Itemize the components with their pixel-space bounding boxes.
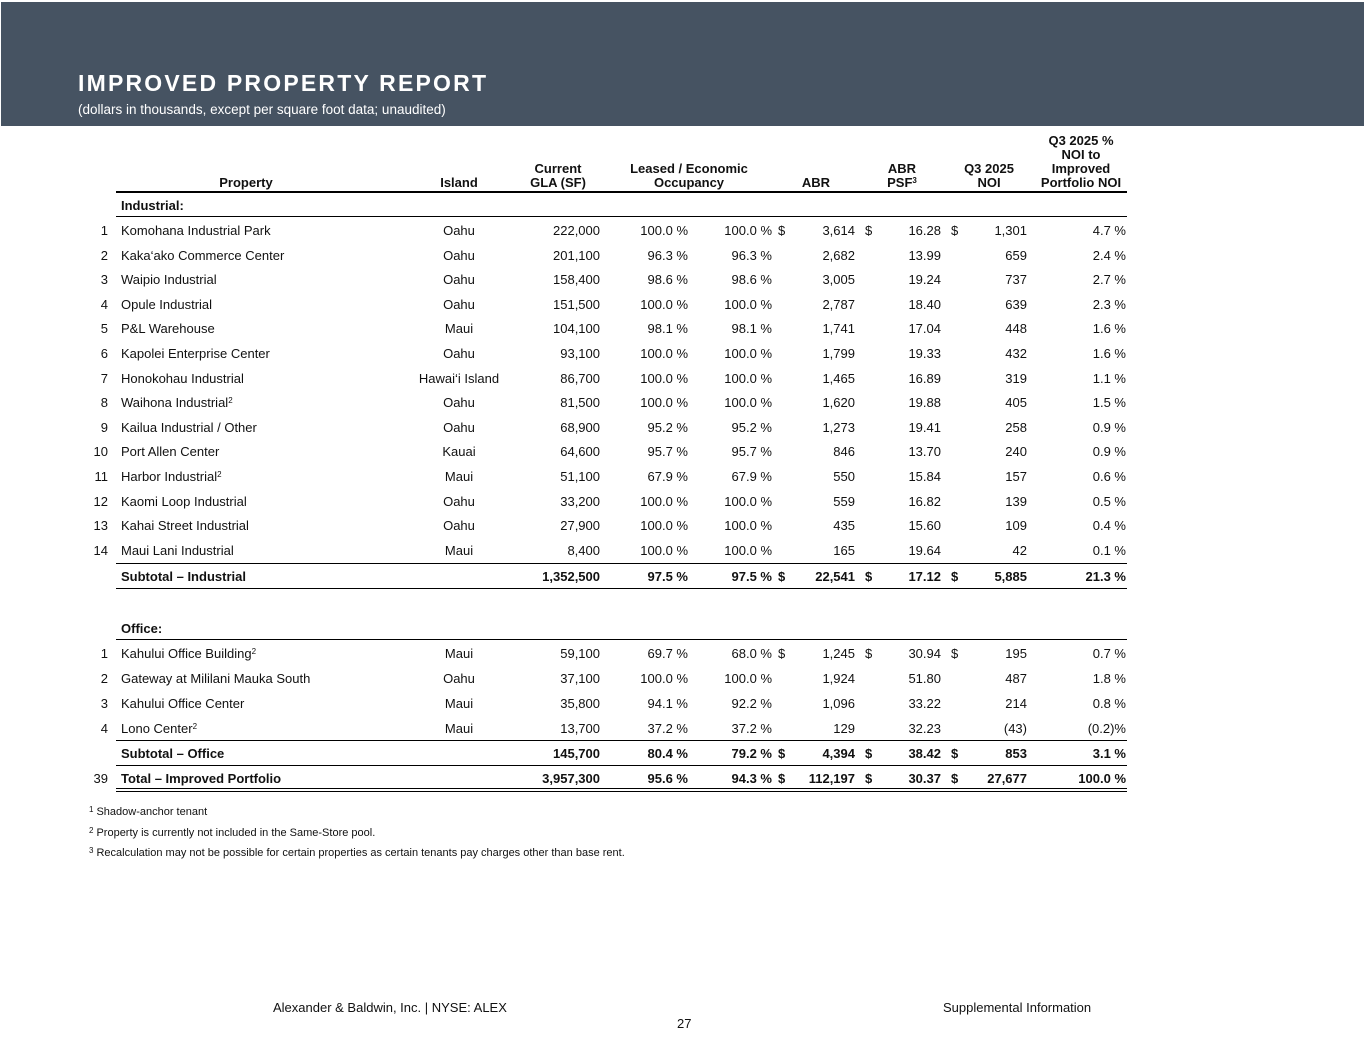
currency-symbol: $ — [951, 569, 959, 584]
total-row — [0, 768, 1365, 790]
noi-cell: 659 — [1005, 247, 1027, 263]
leased-occupancy-cell: 100.0 % — [640, 542, 688, 558]
property-name-text: Kahului Office Center — [121, 696, 245, 711]
table-row — [0, 392, 1365, 414]
gla-cell: 68,900 — [560, 419, 600, 435]
row-number: 2 — [100, 247, 108, 263]
gla-cell: 27,900 — [560, 518, 600, 534]
currency-symbol: $ — [951, 646, 959, 661]
property-name — [121, 743, 224, 765]
property-name — [121, 491, 247, 513]
section-label-industrial: Industrial: — [121, 198, 184, 213]
table-row — [0, 491, 1365, 513]
row-number: 1 — [100, 223, 108, 238]
abr-cell: 435 — [833, 518, 855, 534]
noi-percent-cell: 21.3 % — [1085, 569, 1126, 584]
noi-percent-cell: 1.6 % — [1092, 346, 1126, 361]
economic-occupancy-cell: 100.0 % — [724, 223, 772, 238]
row-number: 14 — [93, 542, 108, 558]
noi-percent-cell: (0.2)% — [1087, 721, 1126, 736]
noi-cell: (43) — [1003, 721, 1027, 736]
noi-percent-cell: 0.8 % — [1092, 696, 1126, 711]
subtotal-rule-bottom — [116, 765, 1127, 766]
noi-cell: 157 — [1005, 469, 1027, 484]
footnote-marker: 3 — [89, 846, 94, 855]
property-name-text: Kaomi Loop Industrial — [121, 493, 247, 509]
col-header-abr-psf: ABR PSF$^3$ — [887, 161, 917, 190]
island-cell: Oahu — [443, 395, 475, 411]
noi-percent-cell: 0.5 % — [1092, 493, 1126, 509]
property-name — [121, 515, 249, 537]
subtotal-rule-top — [116, 740, 1127, 741]
abr-cell: 165 — [833, 542, 855, 558]
currency-symbol: $ — [778, 646, 786, 661]
footnote-1 — [89, 805, 207, 819]
footnote-marker: 2 — [89, 825, 94, 835]
gla-cell: 158,400 — [553, 272, 600, 288]
row-number: 5 — [100, 321, 108, 337]
property-name — [121, 718, 197, 740]
table-row — [0, 269, 1365, 291]
section-rule — [116, 216, 1127, 217]
gla-cell: 35,800 — [560, 696, 600, 711]
table-row — [0, 540, 1365, 562]
property-name-text: Kaka‘ako Commerce Center — [121, 247, 285, 263]
leased-occupancy-cell: 98.1 % — [647, 321, 688, 337]
table-row — [0, 318, 1365, 340]
noi-cell: 195 — [1005, 646, 1027, 661]
property-name-text: Total – Improved Portfolio — [121, 771, 282, 786]
leased-occupancy-cell: 80.4 % — [647, 746, 688, 761]
abr-psf-cell: 16.82 — [908, 493, 941, 509]
island-cell: Oahu — [443, 671, 475, 686]
header-banner — [1, 2, 1364, 126]
noi-percent-cell: 1.6 % — [1092, 321, 1126, 337]
table-row — [0, 718, 1365, 740]
property-name-text: P&L Warehouse — [121, 321, 215, 337]
property-name — [121, 466, 222, 488]
noi-percent-cell: 0.9 % — [1092, 444, 1126, 460]
section-rule — [116, 639, 1127, 640]
economic-occupancy-cell: 94.3 % — [731, 771, 772, 786]
col-header-noi-pct: Q3 2025 % NOI to Improved Portfolio NOI — [1040, 133, 1122, 190]
property-name-text: Waihona Industrial — [121, 395, 229, 411]
abr-cell: 1,096 — [822, 696, 855, 711]
row-number: 13 — [93, 518, 108, 534]
leased-occupancy-cell: 100.0 % — [640, 671, 688, 686]
col-header-property: Property — [219, 175, 273, 190]
row-number: 6 — [100, 346, 108, 361]
currency-symbol: $ — [778, 569, 786, 584]
row-number: 10 — [93, 444, 108, 460]
abr-cell: 1,273 — [822, 419, 855, 435]
table-row — [0, 343, 1365, 365]
abr-psf-cell: 17.04 — [908, 321, 941, 337]
island-cell: Oahu — [443, 493, 475, 509]
abr-cell: 1,924 — [822, 671, 855, 686]
noi-cell: 1,301 — [994, 223, 1027, 238]
island-cell: Maui — [444, 542, 474, 558]
economic-occupancy-cell: 79.2 % — [731, 746, 772, 761]
gla-cell: 104,100 — [553, 321, 600, 337]
leased-occupancy-cell: 37.2 % — [647, 721, 688, 736]
abr-psf-cell: 38.42 — [908, 746, 941, 761]
abr-psf-cell: 17.12 — [908, 569, 941, 584]
island-cell: Maui — [444, 469, 474, 484]
table-row — [0, 441, 1365, 463]
noi-cell: 432 — [1005, 346, 1027, 361]
page-subtitle: (dollars in thousands, except per square foot data; unaudited) — [78, 102, 446, 117]
gla-cell: 86,700 — [560, 370, 600, 386]
property-name — [121, 368, 244, 390]
abr-cell: 129 — [833, 721, 855, 736]
property-name-text: Maui Lani Industrial — [121, 542, 234, 558]
economic-occupancy-cell: 92.2 % — [731, 696, 772, 711]
subtotal-rule-bottom — [116, 588, 1127, 589]
noi-percent-cell: 1.8 % — [1092, 671, 1126, 686]
abr-cell: 1,741 — [822, 321, 855, 337]
noi-cell: 42 — [1012, 542, 1027, 558]
abr-cell: 1,799 — [822, 346, 855, 361]
gla-cell: 64,600 — [560, 444, 600, 460]
economic-occupancy-cell: 37.2 % — [731, 721, 772, 736]
economic-occupancy-cell: 100.0 % — [724, 493, 772, 509]
economic-occupancy-cell: 100.0 % — [724, 542, 772, 558]
economic-occupancy-cell: 96.3 % — [731, 247, 772, 263]
abr-cell: 846 — [833, 444, 855, 460]
property-name-text: Komohana Industrial Park — [121, 223, 271, 238]
economic-occupancy-cell: 100.0 % — [724, 395, 772, 411]
abr-psf-cell: 13.70 — [908, 444, 941, 460]
leased-occupancy-cell: 100.0 % — [640, 296, 688, 312]
abr-psf-cell: 19.41 — [908, 419, 941, 435]
gla-cell: 51,100 — [560, 469, 600, 484]
island-cell: Maui — [444, 721, 474, 736]
economic-occupancy-cell: 100.0 % — [724, 671, 772, 686]
island-cell: Oahu — [443, 247, 475, 263]
abr-psf-cell: 51.80 — [908, 671, 941, 686]
footer-section: Supplemental Information — [943, 1000, 1092, 1015]
footnote-text: Recalculation may not be possible for certain properties as certain tenants pay charges other than base rent. — [96, 847, 625, 859]
noi-cell: 258 — [1005, 419, 1027, 435]
footnote-ref: 2 — [251, 647, 257, 656]
currency-symbol: $ — [865, 746, 873, 761]
footnote-2 — [89, 826, 375, 840]
abr-psf-cell: 30.37 — [908, 771, 941, 786]
page-number: 27 — [677, 1016, 692, 1031]
property-name-text: Kapolei Enterprise Center — [121, 346, 270, 361]
abr-cell: 3,614 — [822, 223, 855, 238]
noi-cell: 139 — [1005, 493, 1027, 509]
property-name — [121, 318, 215, 340]
leased-occupancy-cell: 100.0 % — [640, 493, 688, 509]
noi-percent-cell: 2.3 % — [1092, 296, 1126, 312]
row-number: 4 — [100, 296, 108, 312]
abr-psf-cell: 19.33 — [908, 346, 941, 361]
property-name — [121, 392, 233, 414]
abr-psf-cell: 30.94 — [908, 646, 941, 661]
property-name-text: Kahului Office Building — [121, 646, 252, 661]
property-name-text: Gateway at Mililani Mauka South — [121, 671, 311, 686]
property-name — [121, 294, 212, 316]
noi-cell: 405 — [1005, 395, 1027, 411]
table-row — [0, 466, 1365, 488]
economic-occupancy-cell: 100.0 % — [724, 518, 772, 534]
property-name — [121, 768, 281, 790]
property-name — [121, 693, 244, 715]
property-name — [121, 343, 270, 365]
subtotal-rule-top — [116, 563, 1127, 564]
noi-percent-cell: 0.7 % — [1092, 646, 1126, 661]
island-cell: Maui — [444, 646, 474, 661]
property-name-text: Kahai Street Industrial — [121, 518, 249, 534]
noi-cell: 448 — [1005, 321, 1027, 337]
gla-cell: 81,500 — [560, 395, 600, 411]
leased-occupancy-cell: 100.0 % — [640, 346, 688, 361]
col-header-gla: Current GLA (SF) — [530, 161, 586, 190]
currency-symbol: $ — [865, 771, 873, 786]
economic-occupancy-cell: 68.0 % — [731, 646, 772, 661]
leased-occupancy-cell: 69.7 % — [647, 646, 688, 661]
leased-occupancy-cell: 97.5 % — [647, 569, 688, 584]
economic-occupancy-cell: 100.0 % — [724, 296, 772, 312]
noi-percent-cell: 3.1 % — [1092, 746, 1126, 761]
total-double-rule — [116, 788, 1127, 792]
row-number: 1 — [100, 646, 108, 661]
table-row — [0, 643, 1365, 665]
noi-percent-cell: 4.7 % — [1092, 223, 1126, 238]
abr-cell: 1,465 — [822, 370, 855, 386]
island-cell: Oahu — [443, 272, 475, 288]
abr-psf-cell: 13.99 — [908, 247, 941, 263]
table-row — [0, 515, 1365, 537]
abr-psf-cell: 15.60 — [908, 518, 941, 534]
abr-psf-cell: 16.89 — [908, 370, 941, 386]
noi-cell: 737 — [1005, 272, 1027, 288]
currency-symbol: $ — [951, 746, 959, 761]
property-name — [121, 566, 246, 588]
property-name — [121, 417, 257, 439]
abr-psf-cell: 18.40 — [908, 296, 941, 312]
island-cell: Maui — [444, 696, 474, 711]
header-rule — [116, 191, 1127, 193]
table-row — [0, 220, 1365, 242]
noi-cell: 5,885 — [994, 569, 1027, 584]
property-name-text: Honokohau Industrial — [121, 370, 244, 386]
abr-cell: 1,620 — [822, 395, 855, 411]
island-cell: Kauai — [442, 444, 476, 460]
property-name-text: Subtotal – Office — [121, 746, 225, 761]
footnote-3 — [89, 846, 625, 860]
property-name-text: Subtotal – Industrial — [121, 569, 246, 584]
gla-cell: 8,400 — [567, 542, 600, 558]
footer-company: Alexander & Baldwin, Inc. | NYSE: ALEX — [273, 1000, 507, 1015]
island-cell: Maui — [444, 321, 474, 337]
property-name — [121, 643, 256, 665]
abr-psf-cell: 19.24 — [908, 272, 941, 288]
col-header-island: Island — [440, 175, 478, 190]
row-number: 7 — [100, 370, 108, 386]
row-number: 12 — [93, 493, 108, 509]
property-name-text: Harbor Industrial — [121, 469, 218, 484]
property-name — [121, 441, 219, 463]
footnote-text: Shadow-anchor tenant — [96, 806, 208, 818]
col-header-abr: ABR — [801, 175, 831, 190]
leased-occupancy-cell: 100.0 % — [640, 223, 688, 238]
property-name-text: Lono Center — [121, 721, 193, 736]
gla-cell: 59,100 — [560, 646, 600, 661]
leased-occupancy-cell: 98.6 % — [647, 272, 688, 288]
abr-cell: 112,197 — [808, 771, 855, 786]
leased-occupancy-cell: 95.6 % — [647, 771, 688, 786]
noi-percent-cell: 0.4 % — [1092, 518, 1126, 534]
noi-percent-cell: 1.1 % — [1092, 370, 1126, 386]
economic-occupancy-cell: 67.9 % — [731, 469, 772, 484]
row-number: 3 — [100, 696, 108, 711]
table-row — [0, 245, 1365, 267]
table-row — [0, 668, 1365, 690]
property-name — [121, 245, 284, 267]
gla-cell: 13,700 — [560, 721, 600, 736]
economic-occupancy-cell: 100.0 % — [724, 346, 772, 361]
currency-symbol: $ — [778, 771, 786, 786]
noi-cell: 853 — [1005, 746, 1027, 761]
leased-occupancy-cell: 95.7 % — [647, 444, 688, 460]
leased-occupancy-cell: 95.2 % — [647, 419, 688, 435]
footnote-ref: 2 — [217, 470, 222, 479]
economic-occupancy-cell: 98.1 % — [731, 321, 772, 337]
currency-symbol: $ — [865, 646, 873, 661]
leased-occupancy-cell: 67.9 % — [647, 469, 688, 484]
abr-cell: 3,005 — [822, 272, 855, 288]
noi-percent-cell: 100.0 % — [1078, 771, 1126, 786]
property-name — [121, 220, 271, 242]
gla-cell: 3,957,300 — [542, 771, 600, 786]
economic-occupancy-cell: 98.6 % — [731, 272, 772, 288]
abr-psf-cell: 16.28 — [908, 223, 941, 238]
noi-cell: 27,677 — [987, 771, 1027, 786]
footnote-ref: 2 — [228, 396, 233, 406]
noi-cell: 639 — [1005, 296, 1027, 312]
footnote-text: Property is currently not included in the Same-Store pool. — [96, 826, 376, 839]
island-cell: Hawai‘i Island — [418, 370, 500, 386]
gla-cell: 145,700 — [553, 746, 600, 761]
island-cell: Oahu — [443, 223, 475, 238]
abr-psf-cell: 19.88 — [908, 395, 941, 411]
property-name-text: Kailua Industrial / Other — [121, 419, 257, 435]
leased-occupancy-cell: 94.1 % — [647, 696, 688, 711]
noi-cell: 487 — [1005, 671, 1027, 686]
noi-percent-cell: 0.9 % — [1092, 419, 1126, 435]
row-number: 11 — [94, 469, 108, 484]
currency-symbol: $ — [865, 223, 873, 238]
subtotal-row — [0, 743, 1365, 765]
property-name — [121, 668, 310, 690]
gla-cell: 33,200 — [560, 493, 600, 509]
noi-cell: 240 — [1005, 444, 1027, 460]
noi-cell: 109 — [1005, 518, 1027, 534]
noi-percent-cell: 0.6 % — [1092, 469, 1126, 484]
abr-cell: 559 — [833, 493, 855, 509]
page-title: IMPROVED PROPERTY REPORT — [78, 70, 489, 96]
island-cell: Oahu — [443, 518, 475, 534]
abr-psf-cell: 33.22 — [908, 696, 941, 711]
row-number: 39 — [93, 771, 108, 786]
leased-occupancy-cell: 100.0 % — [640, 395, 688, 411]
property-name-text: Port Allen Center — [121, 444, 220, 460]
footnote-marker: 1 — [89, 805, 94, 814]
col-header-noi: Q3 2025 NOI — [964, 161, 1014, 190]
section-label-office: Office: — [121, 621, 163, 636]
gla-cell: 222,000 — [553, 223, 600, 238]
property-name — [121, 540, 234, 562]
subtotal-row — [0, 566, 1365, 588]
abr-cell: 4,394 — [822, 746, 855, 761]
table-row — [0, 417, 1365, 439]
noi-cell: 214 — [1005, 696, 1027, 711]
gla-cell: 93,100 — [560, 346, 600, 361]
property-name-text: Opule Industrial — [121, 296, 213, 312]
footnote-ref: 2 — [192, 722, 198, 731]
row-number: 2 — [100, 671, 108, 686]
currency-symbol: $ — [778, 223, 786, 238]
abr-cell: 22,541 — [815, 569, 855, 584]
abr-cell: 2,787 — [822, 296, 855, 312]
row-number: 3 — [100, 272, 108, 288]
noi-percent-cell: 1.5 % — [1092, 395, 1126, 411]
island-cell: Oahu — [443, 296, 475, 312]
economic-occupancy-cell: 95.7 % — [731, 444, 772, 460]
col-header-occupancy: Leased / Economic Occupancy — [630, 161, 748, 190]
economic-occupancy-cell: 100.0 % — [724, 370, 772, 386]
island-cell: Oahu — [443, 346, 475, 361]
table-row — [0, 693, 1365, 715]
noi-cell: 319 — [1005, 370, 1027, 386]
abr-cell: 2,682 — [822, 247, 855, 263]
abr-psf-cell: 32.23 — [908, 721, 941, 736]
row-number: 9 — [100, 419, 108, 435]
leased-occupancy-cell: 100.0 % — [640, 518, 688, 534]
leased-occupancy-cell: 100.0 % — [640, 370, 688, 386]
currency-symbol: $ — [865, 569, 873, 584]
property-name-text: Waipio Industrial — [121, 272, 217, 288]
gla-cell: 201,100 — [553, 247, 600, 263]
table-row — [0, 294, 1365, 316]
leased-occupancy-cell: 96.3 % — [647, 247, 688, 263]
gla-cell: 37,100 — [560, 671, 600, 686]
abr-psf-cell: 19.64 — [908, 542, 941, 558]
abr-cell: 550 — [833, 469, 855, 484]
abr-cell: 1,245 — [822, 646, 855, 661]
currency-symbol: $ — [951, 223, 959, 238]
noi-percent-cell: 2.4 % — [1092, 247, 1126, 263]
island-cell: Oahu — [443, 419, 475, 435]
gla-cell: 151,500 — [553, 296, 600, 312]
currency-symbol: $ — [778, 746, 786, 761]
economic-occupancy-cell: 95.2 % — [731, 419, 772, 435]
row-number: 4 — [100, 721, 108, 736]
noi-percent-cell: 0.1 % — [1092, 542, 1126, 558]
gla-cell: 1,352,500 — [542, 569, 600, 584]
row-number: 8 — [100, 395, 108, 411]
table-row — [0, 368, 1365, 390]
economic-occupancy-cell: 97.5 % — [731, 569, 772, 584]
currency-symbol: $ — [951, 771, 959, 786]
noi-percent-cell: 2.7 % — [1092, 272, 1126, 288]
property-name — [121, 269, 217, 291]
abr-psf-cell: 15.84 — [908, 469, 941, 484]
